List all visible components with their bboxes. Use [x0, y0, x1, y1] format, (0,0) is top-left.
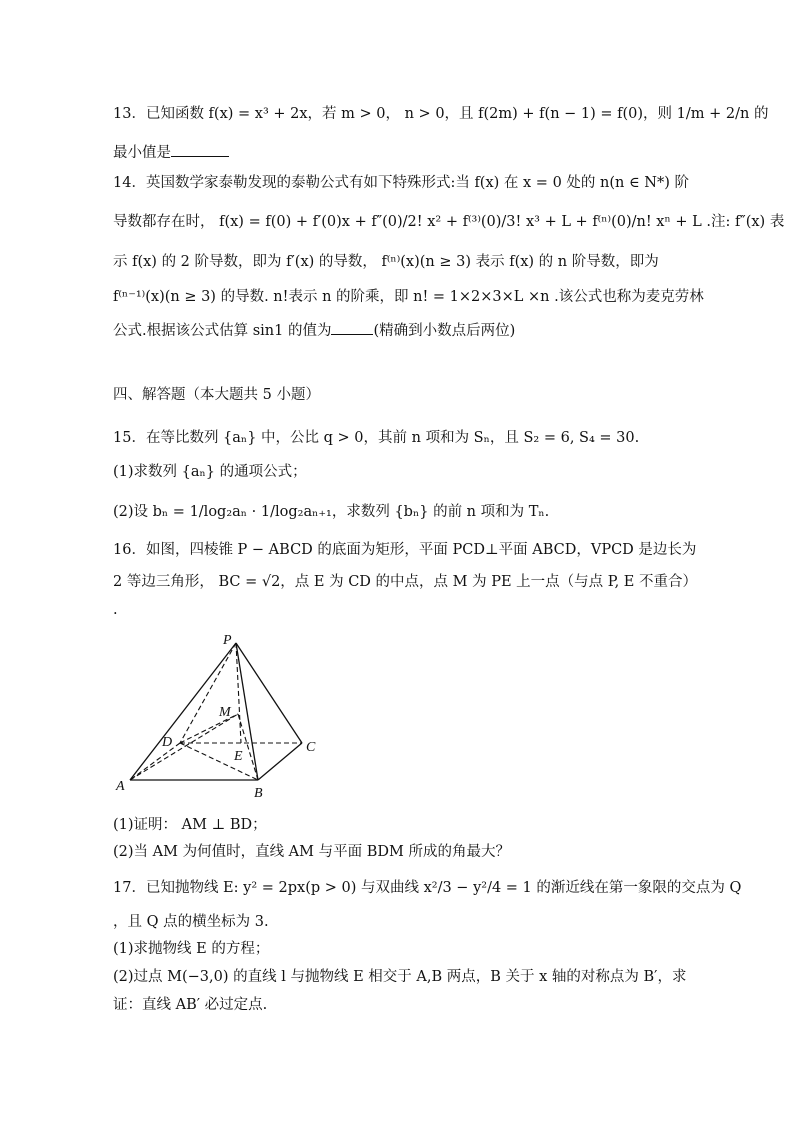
q14-line5 — [113, 320, 515, 341]
segment-AM — [130, 714, 238, 780]
segment-DB — [180, 743, 258, 780]
q15-part2: (2)设 bₙ = 1/log₂aₙ · 1/log₂aₙ₊₁，求数列 {bₙ} 的前 n 项和为 Tₙ. — [113, 504, 550, 520]
q17-part2-line1: (2)过点 M(−3,0) 的直线 l 与抛物线 E 相交于 A,B 两点，B 关于 x 轴的对称点为 B′，求 — [113, 969, 687, 985]
section-heading: 四、解答题（本大题共 5 小题） — [113, 387, 320, 403]
q14-line5-text: 公式.根据该公式估算 sin1 的值为 — [113, 323, 332, 339]
q16-part1: (1)证明： AM ⊥ BD； — [113, 817, 267, 833]
q16-line1: 16．如图，四棱锥 P − ABCD 的底面为矩形，平面 PCD⊥平面 ABCD，VPCD 是边长为 — [113, 542, 697, 558]
edge-PC — [236, 643, 302, 743]
label-B: B — [254, 786, 263, 801]
q17-line1: 17．已知抛物线 E: y² = 2px(p > 0) 与双曲线 x²/3 − y²/4 = 1 的渐近线在第一象限的交点为 Q — [113, 880, 742, 896]
label-D: D — [162, 735, 173, 750]
q14-line1: 14．英国数学家泰勒发现的泰勒公式有如下特殊形式:当 f(x) 在 x = 0 处的 n(n ∈ N*) 阶 — [113, 175, 689, 191]
answer-blank — [171, 142, 229, 157]
q16-line3: . — [113, 602, 118, 618]
edge-PD — [180, 643, 236, 743]
pyramid-figure — [110, 625, 330, 803]
label-P: P — [223, 633, 232, 648]
label-M: M — [219, 705, 231, 720]
q15-part1: (1)求数列 {aₙ} 的通项公式； — [113, 464, 307, 480]
q13-line1: 13．已知函数 f(x) = x³ + 2x，若 m > 0， n > 0，且 f(2m) + f(n − 1) = f(0)，则 1/m + 2/n 的 — [113, 106, 769, 122]
q17-line2: ，且 Q 点的横坐标为 3. — [113, 914, 269, 930]
q17-part2-line2: 证：直线 AB′ 必过定点. — [113, 997, 268, 1013]
q16-line2: 2 等边三角形， BC = √2，点 E 为 CD 的中点，点 M 为 PE 上一点（与点 P, E 不重合） — [113, 574, 697, 590]
q17-part1: (1)求抛物线 E 的方程； — [113, 941, 270, 957]
q14-line3: 示 f(x) 的 2 阶导数，即为 f′(x) 的导数， f⁽ⁿ⁾(x)(n ≥ 3) 表示 f(x) 的 n 阶导数，即为 — [113, 254, 659, 270]
answer-blank — [331, 320, 373, 335]
segment-MB — [238, 714, 258, 780]
q14-line4: f⁽ⁿ⁻¹⁾(x)(n ≥ 3) 的导数. n!表示 n 的阶乘，即 n! = 1×2×3×L ×n .该公式也称为麦克劳林 — [113, 289, 704, 305]
q14-line5-note: (精确到小数点后两位) — [373, 323, 516, 339]
label-E: E — [234, 749, 243, 764]
q14-line2: 导数都存在时， f(x) = f(0) + f′(0)x + f″(0)/2! x² + f⁽³⁾(0)/3! x³ + L + f⁽ⁿ⁾(0)/n! xⁿ + L .注: f″(x) 表 — [113, 214, 785, 230]
q16-part2: (2)当 AM 为何值时，直线 AM 与平面 BDM 所成的角最大？ — [113, 844, 510, 860]
q13-line2 — [113, 142, 229, 163]
label-C: C — [306, 740, 316, 755]
q13-answer-prefix: 最小值是 — [113, 145, 171, 161]
label-A: A — [116, 779, 125, 794]
edge-BC — [258, 743, 302, 780]
q15-line1: 15．在等比数列 {aₙ} 中，公比 q > 0，其前 n 项和为 Sₙ，且 S₂ = 6, S₄ = 30. — [113, 430, 640, 446]
